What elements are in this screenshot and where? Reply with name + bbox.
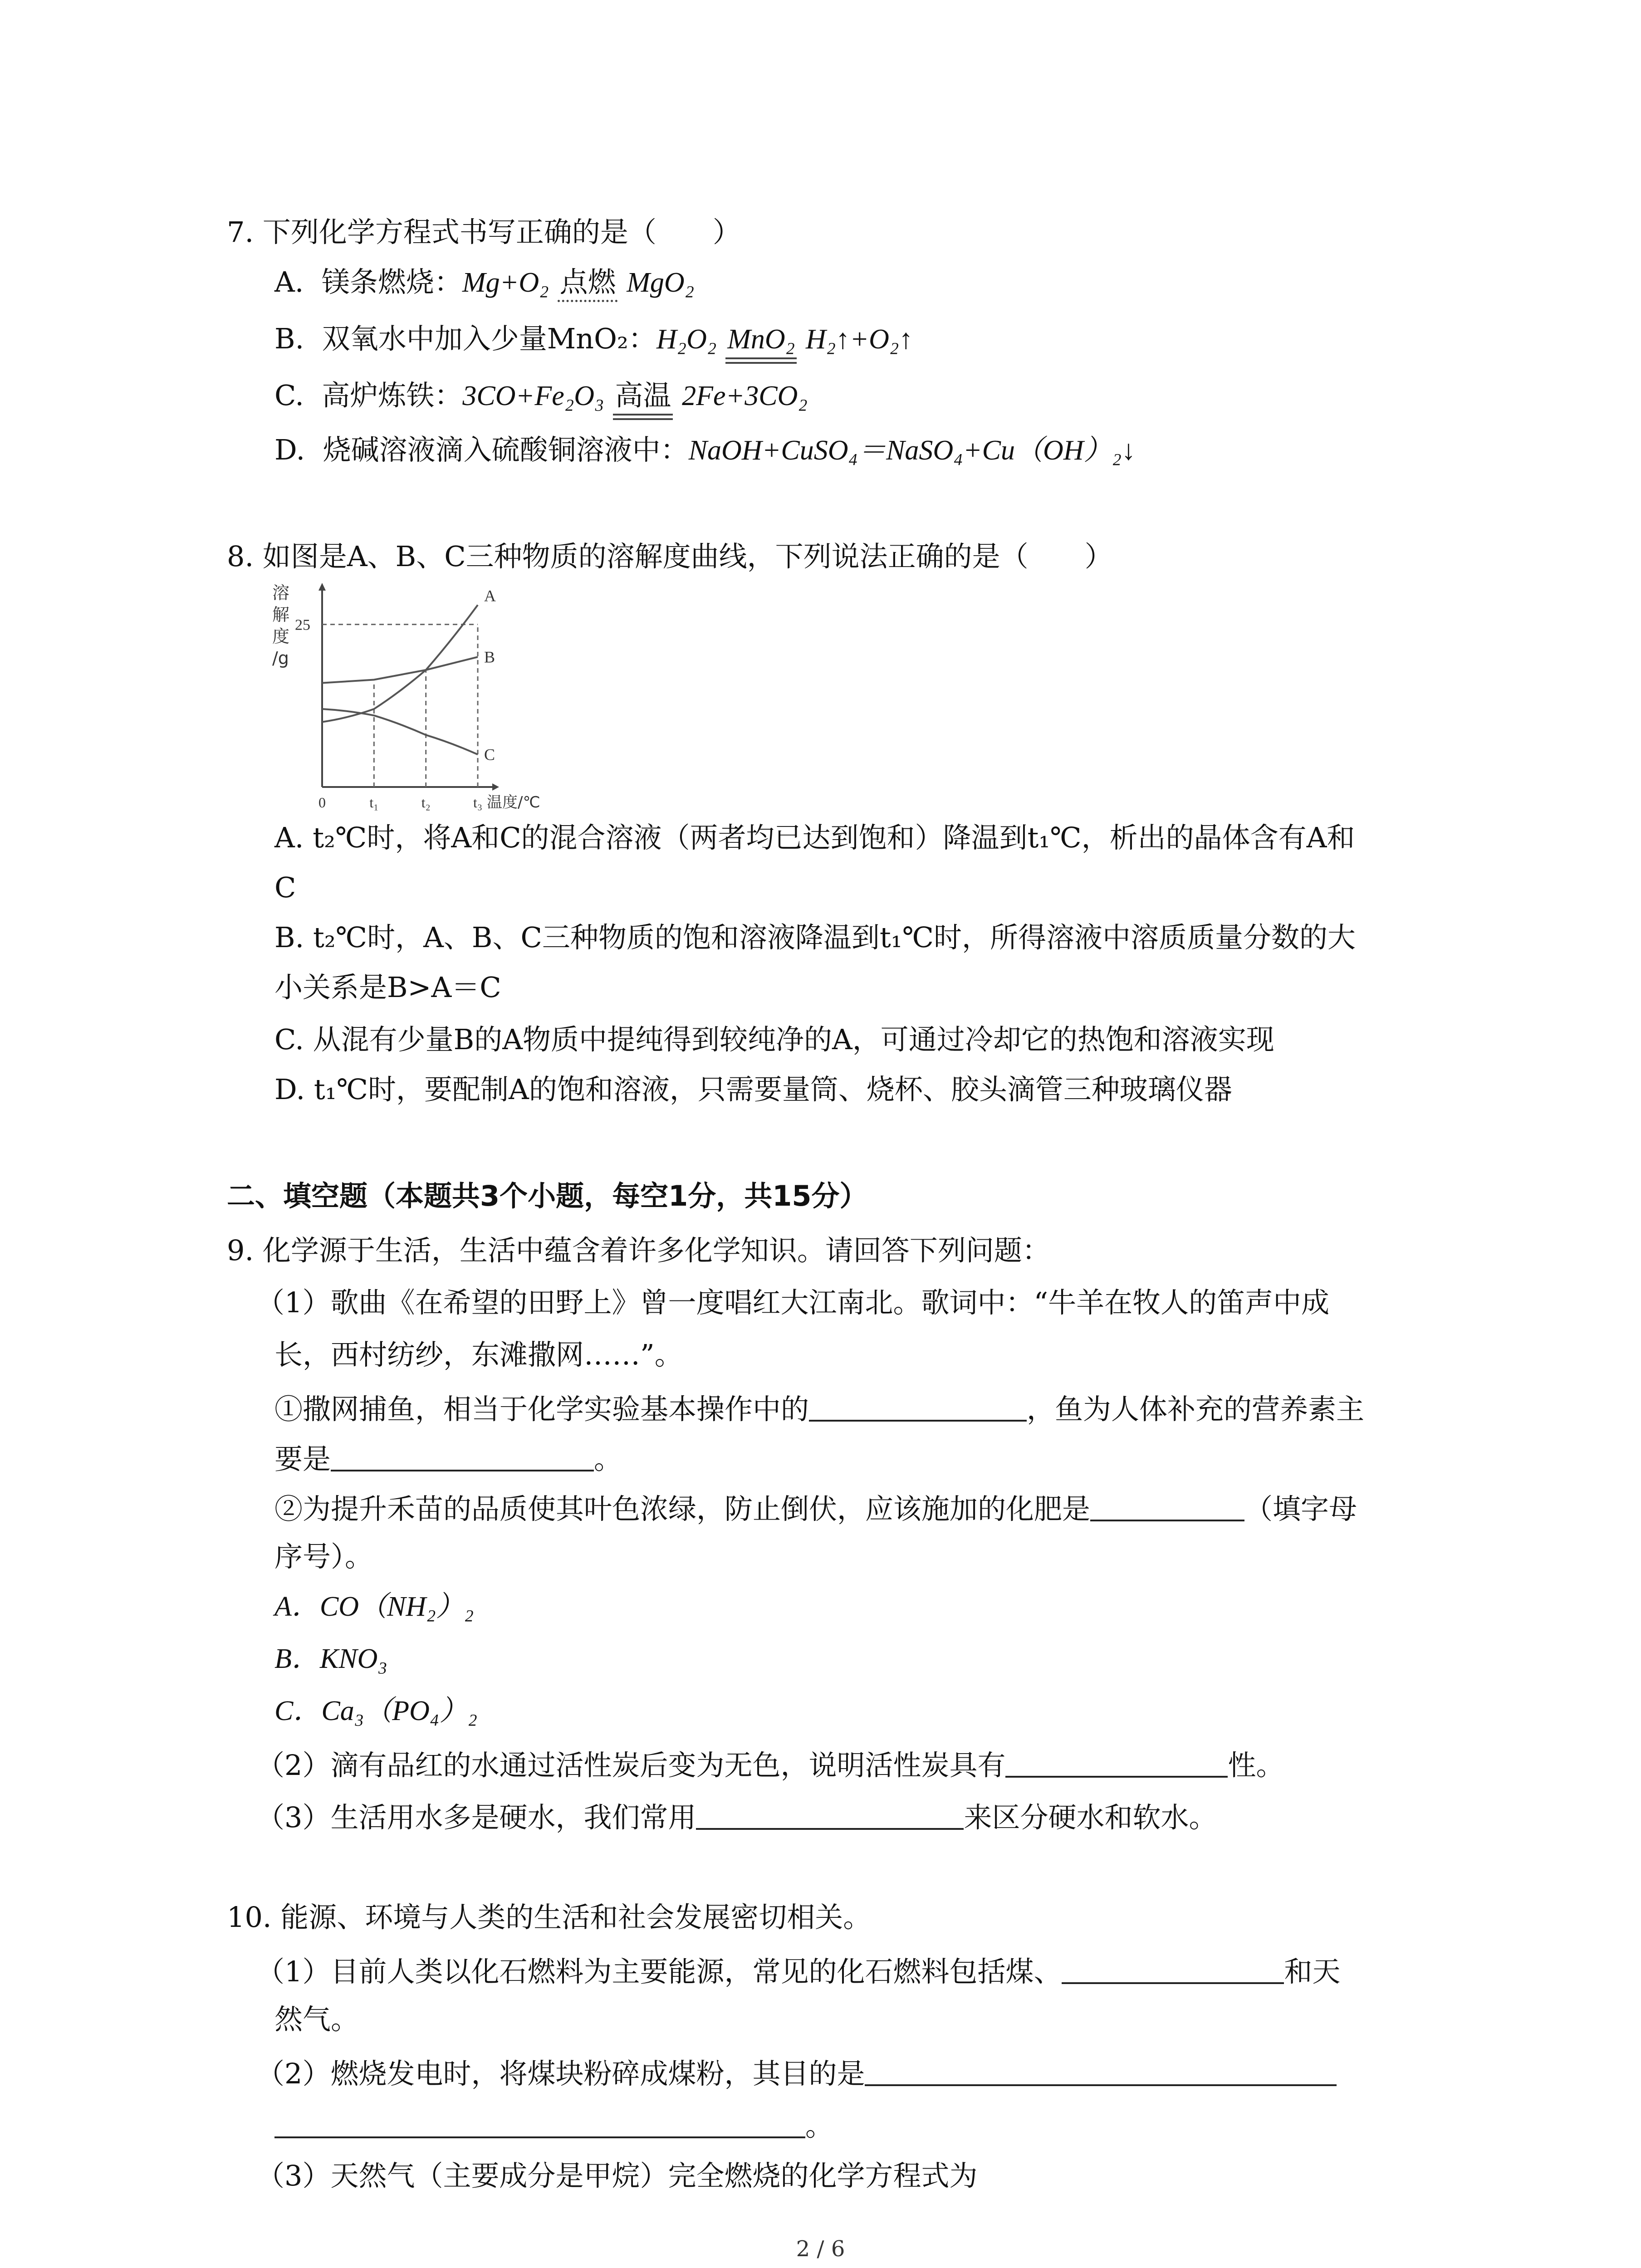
answer-blank[interactable]	[865, 2053, 1337, 2086]
q10-part1-line1: （1）目前人类以化石燃料为主要能源，常见的化石燃料包括煤、 和天	[256, 1950, 1340, 1991]
series-c-label: C	[484, 745, 495, 764]
q9-part2: （2）滴有品红的水通过活性炭后变为无色，说明活性炭具有 性。	[256, 1744, 1284, 1784]
x-tick-2: t₂	[421, 794, 431, 811]
answer-blank[interactable]	[331, 1438, 594, 1471]
section-2-title: 二、填空题（本题共3个小题，每空1分，共15分）	[227, 1179, 868, 1212]
reaction-condition: 点燃	[558, 263, 617, 301]
y-axis-arrow	[318, 583, 326, 591]
answer-blank[interactable]	[1062, 1950, 1284, 1984]
q10-part3: （3）天然气（主要成分是甲烷）完全燃烧的化学方程式为	[256, 2159, 978, 2192]
q10-part1-line2: 然气。	[274, 2003, 359, 2036]
q8-option-c: C. 从混有少量B的A物质中提纯得到较纯净的A，可通过冷却它的热饱和溶液实现	[274, 1023, 1274, 1056]
answer-blank[interactable]	[1005, 1744, 1228, 1778]
q9-stem: 9. 化学源于生活，生活中蕴含着许多化学知识。请回答下列问题：	[227, 1234, 1050, 1267]
q8-option-b-line2: 小关系是B>A＝C	[274, 971, 501, 1004]
q7-stem: 7. 下列化学方程式书写正确的是（ ）	[227, 215, 741, 249]
y-tick-25: 25	[295, 616, 310, 634]
q10-part2-line2: 。	[274, 2105, 833, 2145]
y-axis-label-part: 解	[272, 605, 290, 625]
y-axis-label-part: 度	[272, 626, 290, 646]
q7-option-c: C. 高炉炼铁：3CO+Fe₂O₃ 高温 2Fe+3CO₂	[274, 376, 808, 415]
page-number: 2 / 6	[796, 2236, 845, 2262]
x-tick-0: 0	[318, 794, 326, 811]
q10-stem: 10. 能源、环境与人类的生活和社会发展密切相关。	[227, 1901, 872, 1934]
x-tick-1: t₁	[369, 794, 379, 811]
x-axis-arrow	[492, 783, 499, 791]
q9-part1-line1: （1）歌曲《在希望的田野上》曾一度唱红大江南北。歌词中：“牛羊在牧人的笛声中成	[256, 1286, 1330, 1319]
series-b-label: B	[484, 648, 495, 666]
q10-part2-line1: （2）燃烧发电时，将煤块粉碎成煤粉，其目的是	[256, 2053, 1337, 2093]
q9-part3: （3）生活用水多是硬水，我们常用 来区分硬水和软水。	[256, 1796, 1217, 1837]
answer-blank[interactable]	[274, 2105, 805, 2138]
series-a-label: A	[484, 587, 496, 605]
q8-option-b-line1: B. t₂℃时，A、B、C三种物质的饱和溶液降温到t₁℃时，所得溶液中溶质质量分数的大	[274, 921, 1356, 954]
q9-option-c: C．Ca₃（PO₄）₂	[274, 1696, 478, 1726]
q8-option-d: D. t₁℃时，要配制A的饱和溶液，只需要量筒、烧杯、胶头滴管三种玻璃仪器	[274, 1073, 1232, 1106]
q8-option-a-line1: A. t₂℃时，将A和C的混合溶液（两者均已达到饱和）降温到t₁℃，析出的晶体含有A和	[274, 821, 1355, 854]
q8-option-a-line2: C	[274, 871, 296, 904]
series-b-line	[322, 657, 478, 683]
x-axis-label: 温度/℃	[487, 793, 540, 811]
y-axis-label-part: 溶	[272, 583, 290, 603]
reaction-condition: 高温	[613, 376, 673, 415]
q9-option-a: A．CO（NH₂）₂	[274, 1591, 474, 1622]
solubility-chart	[263, 581, 540, 812]
q7-option-d: D. 烧碱溶液滴入硫酸铜溶液中：NaOH+CuSO₄＝NaSO₄+Cu（OH）₂↓	[274, 433, 1136, 466]
q7-option-a: A. 镁条燃烧：Mg+O₂ 点燃 MgO₂	[274, 263, 694, 302]
q7-option-b: B. 双氧水中加入少量MnO₂：H₂O₂ MnO₂ H₂↑+O₂↑	[274, 320, 913, 358]
answer-blank[interactable]	[809, 1388, 1027, 1422]
answer-blank[interactable]	[696, 1796, 964, 1830]
q8-stem: 8. 如图是A、B、C三种物质的溶解度曲线，下列说法正确的是（ ）	[227, 540, 1113, 573]
x-tick-3: t₃	[473, 794, 483, 811]
q9-sub2-line1: ②为提升禾苗的品质使其叶色浓绿，防止倒伏，应该施加的化肥是 （填字母	[274, 1488, 1357, 1528]
q9-sub2-line2: 序号）。	[274, 1540, 373, 1573]
q9-sub1-line1: ①撒网捕鱼，相当于化学实验基本操作中的 ，鱼为人体补充的营养素主	[274, 1388, 1364, 1428]
q9-option-b: B．KNO₃	[274, 1643, 387, 1674]
reaction-condition: MnO₂	[725, 320, 797, 358]
answer-blank[interactable]	[1090, 1488, 1244, 1521]
series-c-line	[322, 709, 478, 754]
q9-part1-line2: 长，西村纺纱，东滩撒网……”。	[274, 1338, 683, 1371]
q9-sub1-line2: 要是 。	[274, 1438, 622, 1478]
y-axis-label-part: /g	[272, 648, 289, 668]
